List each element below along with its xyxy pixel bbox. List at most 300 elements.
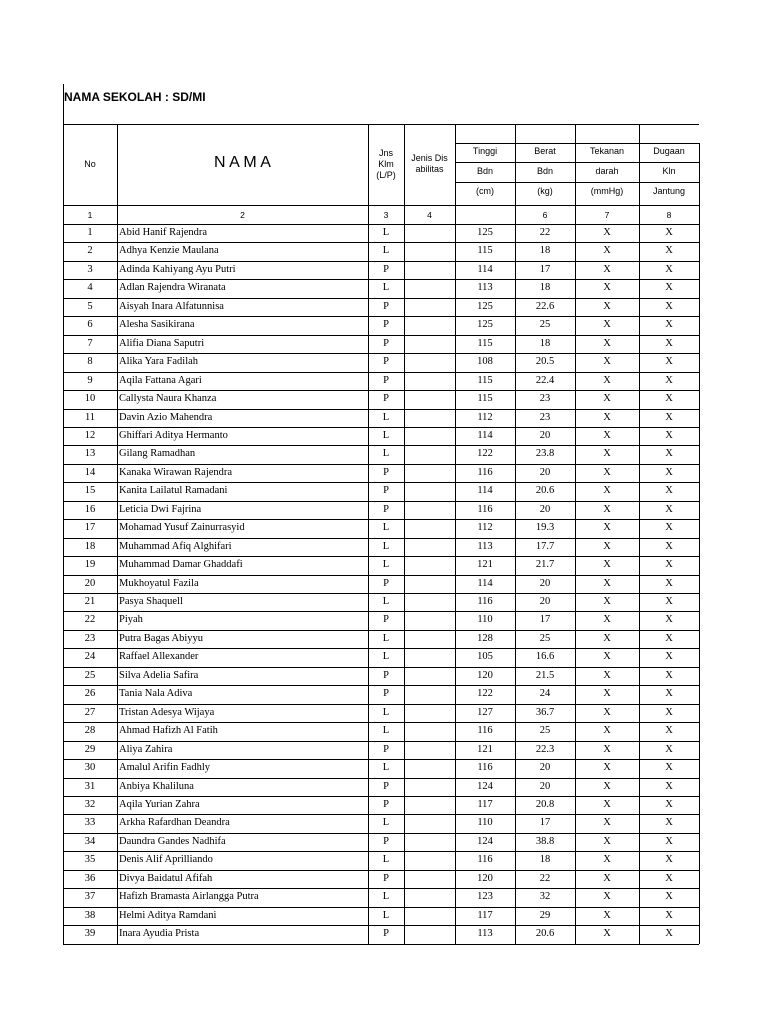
height-cm: 105 <box>477 651 493 663</box>
height-cm: 116 <box>477 854 493 866</box>
heart-disorder: X <box>665 559 673 571</box>
header-tinggi-0: Tinggi <box>472 146 498 156</box>
gender: L <box>382 411 390 423</box>
row-number: 26 <box>84 688 96 700</box>
heart-disorder: X <box>665 411 673 423</box>
weight-kg: 17.7 <box>535 540 555 552</box>
heart-disorder: X <box>665 319 673 331</box>
student-name: Daundra Gandes Nadhifa <box>119 835 226 847</box>
row-number: 39 <box>84 928 96 940</box>
weight-kg: 20 <box>539 429 551 441</box>
header-nama: N A M A <box>214 154 271 171</box>
blood-pressure: X <box>603 614 611 626</box>
height-cm: 115 <box>477 337 493 349</box>
student-name: Aliya Zahira <box>119 743 173 755</box>
height-cm: 125 <box>477 300 493 312</box>
student-name: Hafizh Bramasta Airlangga Putra <box>119 891 259 903</box>
row-number: 19 <box>84 559 96 571</box>
blood-pressure: X <box>603 725 611 737</box>
row-number: 13 <box>84 448 96 460</box>
border-left-top <box>63 84 64 124</box>
row-number: 38 <box>84 909 96 921</box>
student-name: Aqila Yurian Zahra <box>119 798 200 810</box>
height-cm: 120 <box>477 872 493 884</box>
gender: P <box>383 743 389 755</box>
student-name: Abid Hanif Rajendra <box>119 227 208 238</box>
height-cm: 125 <box>477 227 493 238</box>
height-cm: 117 <box>477 798 493 810</box>
blood-pressure: X <box>603 522 611 534</box>
student-name: Pasya Shaquell <box>119 596 183 607</box>
gender: P <box>383 835 389 847</box>
gender: P <box>383 374 389 386</box>
row-number: 9 <box>87 374 93 386</box>
row-number: 1 <box>87 227 93 238</box>
blood-pressure: X <box>603 466 611 478</box>
gender: P <box>383 466 389 478</box>
weight-kg: 23 <box>539 393 551 405</box>
row-number: 5 <box>87 300 93 312</box>
gender: P <box>383 872 389 884</box>
page-title: NAMA SEKOLAH : SD/MI <box>64 90 206 104</box>
heart-disorder: X <box>665 429 673 441</box>
weight-kg: 24 <box>539 688 551 700</box>
height-cm: 117 <box>477 909 493 921</box>
weight-kg: 20.6 <box>535 928 555 940</box>
measure-sub-line-1 <box>455 162 699 163</box>
row-number: 27 <box>84 706 96 718</box>
heart-disorder: X <box>665 928 673 940</box>
weight-kg: 38.8 <box>535 835 555 847</box>
gender: P <box>383 503 389 515</box>
height-cm: 122 <box>477 448 493 460</box>
blood-pressure: X <box>603 872 611 884</box>
heart-disorder: X <box>665 227 673 238</box>
row-number: 16 <box>84 503 96 515</box>
student-name: Adhya Kenzie Maulana <box>119 245 219 257</box>
border-header-top <box>63 124 699 125</box>
heart-disorder: X <box>665 651 673 663</box>
header-dugaan-1: Kln <box>662 166 676 176</box>
student-name: Piyah <box>119 614 143 626</box>
heart-disorder: X <box>665 596 673 607</box>
height-cm: 120 <box>477 669 493 681</box>
weight-kg: 16.6 <box>535 651 555 663</box>
height-cm: 113 <box>477 928 493 940</box>
height-cm: 115 <box>477 393 493 405</box>
row-number: 2 <box>87 245 93 257</box>
student-name: Alifia Diana Saputri <box>119 337 205 349</box>
student-name: Gilang Ramadhan <box>119 448 196 460</box>
height-cm: 108 <box>477 356 493 368</box>
measure-header-top <box>455 143 699 144</box>
height-cm: 127 <box>477 706 493 718</box>
row-number: 30 <box>84 762 96 774</box>
blood-pressure: X <box>603 743 611 755</box>
blood-pressure: X <box>603 559 611 571</box>
gender: L <box>382 540 390 552</box>
student-name: Raffael Allexander <box>119 651 199 663</box>
gender: L <box>382 227 390 238</box>
weight-kg: 18 <box>539 282 551 294</box>
blood-pressure: X <box>603 651 611 663</box>
gender: P <box>383 356 389 368</box>
height-cm: 125 <box>477 319 493 331</box>
blood-pressure: X <box>603 540 611 552</box>
student-name: Aqila Fattana Agari <box>119 374 202 386</box>
blood-pressure: X <box>603 706 611 718</box>
gender: P <box>383 669 389 681</box>
header-no: No <box>84 159 96 169</box>
weight-kg: 25 <box>539 319 551 331</box>
heart-disorder: X <box>665 798 673 810</box>
row-number: 11 <box>84 411 96 423</box>
heart-disorder: X <box>665 577 673 589</box>
row-number: 21 <box>84 596 96 607</box>
gender: L <box>382 522 390 534</box>
row-number: 29 <box>84 743 96 755</box>
height-cm: 112 <box>477 522 493 534</box>
student-name: Kanita Lailatul Ramadani <box>119 485 228 497</box>
student-name: Divya Baidatul Afifah <box>119 872 213 884</box>
student-name: Denis Alif Aprilliando <box>119 854 213 866</box>
height-cm: 110 <box>477 614 493 626</box>
gender: L <box>382 559 390 571</box>
header-berat-2: (kg) <box>537 186 553 196</box>
weight-kg: 22.4 <box>535 374 555 386</box>
row-number: 6 <box>87 319 93 331</box>
height-cm: 114 <box>477 429 493 441</box>
student-name: Helmi Aditya Ramdani <box>119 909 217 921</box>
weight-kg: 25 <box>539 632 551 644</box>
row-number: 34 <box>84 835 96 847</box>
heart-disorder: X <box>665 503 673 515</box>
header-dugaan-2: Jantung <box>652 186 686 196</box>
header-tinggi-2: (cm) <box>476 186 494 196</box>
row-number: 24 <box>84 651 96 663</box>
header-jenis-disabilitas: Jenis Dis abilitas <box>411 153 448 174</box>
weight-kg: 36.7 <box>535 706 555 718</box>
height-cm: 116 <box>477 596 493 607</box>
header-jns-klm: Jns Klm (L/P) <box>376 148 396 180</box>
blood-pressure: X <box>603 577 611 589</box>
column-line <box>699 143 700 944</box>
student-name: Mohamad Yusuf Zainurrasyid <box>119 522 245 534</box>
column-number: 2 <box>240 210 245 220</box>
gender: L <box>382 706 390 718</box>
gender: L <box>382 854 390 866</box>
column-number: 8 <box>666 210 672 220</box>
heart-disorder: X <box>665 448 673 460</box>
gender: P <box>383 928 389 940</box>
gender: L <box>382 891 390 903</box>
height-cm: 112 <box>477 411 493 423</box>
student-name: Leticia Dwi Fajrina <box>119 503 202 515</box>
student-name: Ahmad Hafizh Al Fatih <box>119 725 218 737</box>
gender: L <box>382 817 390 829</box>
row-number: 31 <box>84 780 96 792</box>
student-name: Muhammad Damar Ghaddafi <box>119 559 243 571</box>
height-cm: 121 <box>477 743 493 755</box>
gender: L <box>382 596 390 607</box>
blood-pressure: X <box>603 891 611 903</box>
heart-disorder: X <box>665 780 673 792</box>
header-bottom-line <box>63 205 699 206</box>
heart-disorder: X <box>665 356 673 368</box>
row-number: 3 <box>87 263 93 275</box>
row-number: 22 <box>84 614 96 626</box>
heart-disorder: X <box>665 485 673 497</box>
height-cm: 116 <box>477 503 493 515</box>
weight-kg: 18 <box>539 245 551 257</box>
row-number: 33 <box>84 817 96 829</box>
blood-pressure: X <box>603 282 611 294</box>
student-name: Arkha Rafardhan Deandra <box>119 817 230 829</box>
weight-kg: 23.8 <box>535 448 555 460</box>
gender: L <box>382 245 390 257</box>
blood-pressure: X <box>603 393 611 405</box>
heart-disorder: X <box>665 614 673 626</box>
height-cm: 122 <box>477 688 493 700</box>
column-number: 6 <box>542 210 548 220</box>
student-name: Amalul Arifin Fadhly <box>119 762 210 774</box>
blood-pressure: X <box>603 928 611 940</box>
blood-pressure: X <box>603 300 611 312</box>
heart-disorder: X <box>665 522 673 534</box>
heart-disorder: X <box>665 282 673 294</box>
heart-disorder: X <box>665 817 673 829</box>
gender: L <box>382 651 390 663</box>
height-cm: 124 <box>477 780 493 792</box>
height-cm: 124 <box>477 835 493 847</box>
row-number: 32 <box>84 798 96 810</box>
heart-disorder: X <box>665 669 673 681</box>
weight-kg: 29 <box>539 909 551 921</box>
blood-pressure: X <box>603 227 611 238</box>
row-number: 7 <box>87 337 93 349</box>
row-number: 37 <box>84 891 96 903</box>
weight-kg: 20 <box>539 596 551 607</box>
height-cm: 114 <box>477 263 493 275</box>
height-cm: 115 <box>477 245 493 257</box>
heart-disorder: X <box>665 632 673 644</box>
column-number: 1 <box>87 210 93 220</box>
weight-kg: 22.3 <box>535 743 555 755</box>
blood-pressure: X <box>603 854 611 866</box>
weight-kg: 25 <box>539 725 551 737</box>
gender: L <box>382 632 390 644</box>
weight-kg: 22 <box>539 872 551 884</box>
row-number: 23 <box>84 632 96 644</box>
student-name: Muhammad Afiq Alghifari <box>119 540 232 552</box>
heart-disorder: X <box>665 854 673 866</box>
heart-disorder: X <box>665 374 673 386</box>
weight-kg: 20 <box>539 780 551 792</box>
gender: L <box>382 448 390 460</box>
header-tinggi-1: Bdn <box>476 166 493 176</box>
blood-pressure: X <box>603 429 611 441</box>
gender: P <box>383 688 389 700</box>
gender: P <box>383 393 389 405</box>
weight-kg: 23 <box>539 411 551 423</box>
gender: P <box>383 300 389 312</box>
weight-kg: 20.6 <box>535 485 555 497</box>
heart-disorder: X <box>665 891 673 903</box>
weight-kg: 21.7 <box>535 559 555 571</box>
student-name: Adlan Rajendra Wiranata <box>119 282 226 294</box>
blood-pressure: X <box>603 780 611 792</box>
header-dugaan-0: Dugaan <box>653 146 685 156</box>
gender: P <box>383 319 389 331</box>
student-name: Putra Bagas Abiyyu <box>119 632 203 644</box>
height-cm: 114 <box>477 485 493 497</box>
student-name: Tania Nala Adiva <box>119 688 193 700</box>
student-name: Adinda Kahiyang Ayu Putri <box>119 263 236 275</box>
weight-kg: 20 <box>539 762 551 774</box>
student-name: Alika Yara Fadilah <box>119 356 199 368</box>
student-name: Davin Azio Mahendra <box>119 411 213 423</box>
header-tekanan-2: (mmHg) <box>590 186 624 196</box>
gender: P <box>383 263 389 275</box>
blood-pressure: X <box>603 319 611 331</box>
gender: L <box>382 282 390 294</box>
weight-kg: 20 <box>539 577 551 589</box>
gender: L <box>382 429 390 441</box>
height-cm: 116 <box>477 762 493 774</box>
blood-pressure: X <box>603 411 611 423</box>
blood-pressure: X <box>603 835 611 847</box>
blood-pressure: X <box>603 632 611 644</box>
weight-kg: 18 <box>539 337 551 349</box>
weight-kg: 17 <box>539 263 551 275</box>
height-cm: 115 <box>477 374 493 386</box>
column-number: 3 <box>383 210 389 220</box>
student-name: Ghiffari Aditya Hermanto <box>119 429 228 441</box>
row-line <box>63 944 699 945</box>
weight-kg: 32 <box>539 891 551 903</box>
blood-pressure: X <box>603 669 611 681</box>
heart-disorder: X <box>665 540 673 552</box>
weight-kg: 19.3 <box>535 522 555 534</box>
column-number: 7 <box>604 210 610 220</box>
heart-disorder: X <box>665 872 673 884</box>
height-cm: 114 <box>477 577 493 589</box>
header-tekanan-0: Tekanan <box>589 146 625 156</box>
row-number: 35 <box>84 854 96 866</box>
weight-kg: 22.6 <box>535 300 555 312</box>
weight-kg: 17 <box>539 817 551 829</box>
weight-kg: 20.8 <box>535 798 555 810</box>
row-number: 12 <box>84 429 96 441</box>
height-cm: 116 <box>477 725 493 737</box>
blood-pressure: X <box>603 503 611 515</box>
row-number: 28 <box>84 725 96 737</box>
student-name: Tristan Adesya Wijaya <box>119 706 215 718</box>
row-number: 36 <box>84 872 96 884</box>
weight-kg: 22 <box>539 227 551 238</box>
student-name: Anbiya Khaliluna <box>119 780 194 792</box>
column-number: 4 <box>427 210 432 220</box>
heart-disorder: X <box>665 337 673 349</box>
heart-disorder: X <box>665 263 673 275</box>
gender: P <box>383 780 389 792</box>
gender: L <box>382 725 390 737</box>
student-name: Silva Adelia Safira <box>119 669 199 681</box>
height-cm: 128 <box>477 632 493 644</box>
gender: L <box>382 762 390 774</box>
student-name: Inara Ayudia Prista <box>119 928 200 940</box>
gender: P <box>383 798 389 810</box>
row-number: 4 <box>87 282 93 294</box>
heart-disorder: X <box>665 393 673 405</box>
row-number: 14 <box>84 466 96 478</box>
heart-disorder: X <box>665 245 673 257</box>
header-berat-1: Bdn <box>536 166 553 176</box>
heart-disorder: X <box>665 466 673 478</box>
row-number: 10 <box>84 393 96 405</box>
blood-pressure: X <box>603 688 611 700</box>
student-name: Alesha Sasikirana <box>119 319 195 331</box>
weight-kg: 20.5 <box>535 356 555 368</box>
header-tekanan-1: darah <box>595 166 619 176</box>
weight-kg: 21.5 <box>535 669 555 681</box>
row-number: 15 <box>84 485 96 497</box>
heart-disorder: X <box>665 706 673 718</box>
heart-disorder: X <box>665 743 673 755</box>
blood-pressure: X <box>603 337 611 349</box>
blood-pressure: X <box>603 356 611 368</box>
row-number: 20 <box>84 577 96 589</box>
column-line <box>404 124 405 944</box>
gender: P <box>383 485 389 497</box>
heart-disorder: X <box>665 835 673 847</box>
heart-disorder: X <box>665 725 673 737</box>
height-cm: 110 <box>477 817 493 829</box>
gender: P <box>383 577 389 589</box>
gender: L <box>382 909 390 921</box>
column-line <box>117 124 118 944</box>
heart-disorder: X <box>665 688 673 700</box>
student-name: Mukhoyatul Fazila <box>119 577 199 589</box>
blood-pressure: X <box>603 263 611 275</box>
height-cm: 123 <box>477 891 493 903</box>
row-number: 8 <box>87 356 93 368</box>
blood-pressure: X <box>603 596 611 607</box>
blood-pressure: X <box>603 762 611 774</box>
row-number: 17 <box>84 522 96 534</box>
measure-sub-line-2 <box>455 182 699 183</box>
blood-pressure: X <box>603 245 611 257</box>
weight-kg: 20 <box>539 466 551 478</box>
heart-disorder: X <box>665 300 673 312</box>
blood-pressure: X <box>603 798 611 810</box>
blood-pressure: X <box>603 374 611 386</box>
height-cm: 121 <box>477 559 493 571</box>
weight-kg: 17 <box>539 614 551 626</box>
weight-kg: 20 <box>539 503 551 515</box>
blood-pressure: X <box>603 909 611 921</box>
gender: P <box>383 614 389 626</box>
blood-pressure: X <box>603 817 611 829</box>
weight-kg: 18 <box>539 854 551 866</box>
heart-disorder: X <box>665 762 673 774</box>
blood-pressure: X <box>603 485 611 497</box>
blood-pressure: X <box>603 448 611 460</box>
gender: P <box>383 337 389 349</box>
height-cm: 113 <box>477 540 493 552</box>
height-cm: 116 <box>477 466 493 478</box>
height-cm: 113 <box>477 282 493 294</box>
